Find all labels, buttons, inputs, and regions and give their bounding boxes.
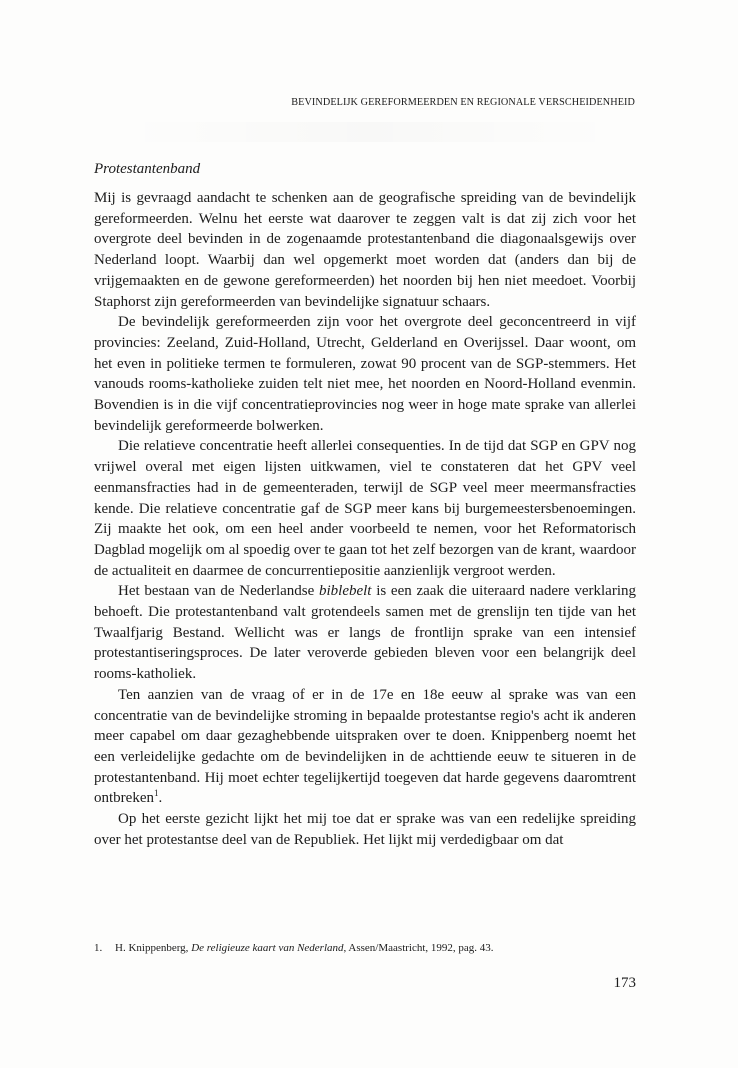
paragraph-1: Mij is gevraagd aandacht te schenken aan de geografische spreiding van de bevindelijk gereformeerden. Welnu het eerste wat daarover te zeggen valt is dat zij zich voor het overgrote deel bevinden in de zogenaamde protestantenband die diagonaalsgewijs over Nederland loopt. Waarbij dan wel opgemerkt moet worden dat (anders dan bij de vrijgemaakten en de gewone gereformeerden) het noorden bij hen niet meedoet. Voorbij Staphorst zijn gereformeerden van bevindelijke signatuur schaars. — [94, 190, 636, 310]
scan-artifact — [120, 122, 620, 142]
running-head: BEVINDELIJK GEREFORMEERDEN EN REGIONALE VERSCHEIDENHEID — [291, 97, 635, 108]
paragraph-3: Die relatieve concentratie heeft allerlei consequenties. In de tijd dat SGP en GPV nog vrijwel overal met eigen lijsten uitkwamen, viel te constateren dat het GPV veel eenmansfracties had in de gemeenteraden, terwijl de SGP veel meer meermansfracties kende. Die relatieve concentratie gaf de SGP meer kans bij burgemeestersbenoemingen. Zij maakte het ook, om een heel ander voorbeeld te nemen, voor het Reformatorisch Dagblad mogelijk om al spoedig over te gaan tot het zelf bezorgen van de krant, waardoor de actualiteit en daarmee de concurrentiepositie aanzienlijk vergroot werden. — [94, 438, 636, 579]
paragraph-6: Op het eerste gezicht lijkt het mij toe dat er sprake was van een redelijke spreiding over het protestantse deel van de Republiek. Het lijkt mij verdedigbaar om dat — [94, 811, 636, 848]
paragraph-4 — [94, 581, 636, 685]
footnote-author: H. Knippenberg, — [115, 942, 192, 954]
body-text — [94, 188, 636, 851]
paragraph-5-text: Ten aanzien van de vraag of er in de 17e en 18e eeuw al sprake was van een concentratie van de bevindelijke stroming in bepaalde protestantse regio's acht ik anderen meer capabel om daar gezaghebbende uitspraken over te doen. Knippenberg noemt het een verleidelijke gedachte om de bevindelijken in de achttiende eeuw te situeren in de protestantenband. Hij moet echter tegelijkertijd toegeven dat harde gegevens daaromtrent ontbreken — [94, 686, 636, 807]
footnote-number: 1. — [94, 942, 103, 954]
footnote-title: De religieuze kaart van Nederland — [191, 942, 344, 954]
section-title: Protestantenband — [94, 161, 201, 177]
paragraph-5-end: . — [158, 790, 163, 807]
footnote-1 — [94, 942, 654, 954]
footnote-rest: , Assen/Maastricht, 1992, pag. 43. — [343, 942, 494, 954]
emphasis-biblebelt: biblebelt — [318, 583, 372, 600]
footnote-ref-1[interactable]: 1 — [153, 788, 159, 799]
paragraph-5 — [94, 685, 636, 809]
paragraph-4-end: is een zaak die uiteraard nadere verklaring behoeft. Die protestantenband valt grotendeels samen met de grenslijn ten tijde van het Twaalfjarig Bestand. Wellicht was er langs de frontlijn sprake van een intensief protestantiseringsproces. De later veroverde gebieden bleven voor een belangrijk deel rooms-katholiek. — [94, 583, 636, 683]
page-number: 173 — [613, 975, 636, 991]
paragraph-2: De bevindelijk gereformeerden zijn voor het overgrote deel geconcentreerd in vijf provincies: Zeeland, Zuid-Holland, Utrecht, Gelderland en Overijssel. Daar woont, om het even in politieke termen te formuleren, zowat 90 procent van de SGP-stemmers. Het vanouds rooms-katholieke zuiden telt niet mee, het noorden en Noord-Holland evenmin. Bovendien is in die vijf concentratieprovincies nog weer in hoge mate sprake van allerlei bevindelijk gereformeerde bolwerken. — [94, 314, 636, 434]
paragraph-4-start: Het bestaan van de Nederlandse — [118, 583, 319, 600]
